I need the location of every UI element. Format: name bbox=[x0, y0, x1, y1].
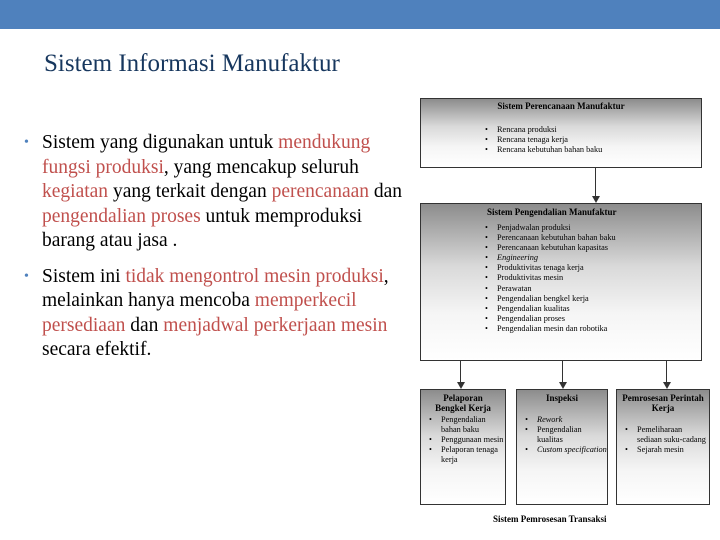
planning-item: • Rencana tenaga kerja bbox=[487, 135, 701, 145]
arrow-line bbox=[666, 361, 667, 384]
bullet-text-segment: dan bbox=[125, 314, 164, 336]
reporting-item: • Pengendalian bahan baku bbox=[431, 415, 505, 435]
manufacturing-diagram bbox=[408, 96, 714, 532]
control-item: • Pengendalian proses bbox=[487, 314, 701, 324]
control-item: • Perencanaan kebutuhan bahan baku bbox=[487, 233, 701, 243]
bullet-text-segment: yang terkait dengan bbox=[108, 181, 272, 202]
bullet-text-segment: untuk memproduksi barang atau jasa . bbox=[42, 205, 363, 251]
inspection-item: • Custom specification bbox=[527, 445, 607, 455]
bullet-text-2 bbox=[42, 266, 389, 361]
arrow-line bbox=[460, 361, 461, 384]
highlight-text: tidak mengontrol mesin produksi bbox=[125, 265, 384, 287]
highlight-text: menjadwal perkerjaan mesin bbox=[163, 314, 388, 336]
bullet-text-segment: , yang mencakup seluruh bbox=[163, 156, 359, 178]
planning-title: Sistem Perencanaan Manufaktur bbox=[497, 101, 625, 111]
control-item: • Pengendalian mesin dan robotika bbox=[487, 324, 701, 334]
arrow-down-icon bbox=[592, 196, 600, 203]
control-item: • Engineering bbox=[487, 253, 701, 263]
bullet-list bbox=[24, 131, 404, 374]
work-orders-list bbox=[617, 425, 709, 455]
bullet-dot-icon: • bbox=[24, 135, 29, 150]
arrow-line bbox=[595, 168, 596, 198]
bullet-text-segment: secara efektif. bbox=[42, 339, 152, 360]
header-bar bbox=[0, 0, 720, 29]
reporting-box bbox=[420, 389, 506, 505]
work-orders-title: Pemrosesan Perintah Kerja bbox=[622, 393, 704, 413]
planning-list bbox=[421, 125, 701, 155]
bullet-text-segment: dan bbox=[369, 181, 403, 202]
highlight-text: perencanaan bbox=[271, 181, 370, 202]
control-item: • Pengendalian bengkel kerja bbox=[487, 294, 701, 304]
control-item: • Perencanaan kebutuhan kapasitas bbox=[487, 243, 701, 253]
bullet-text-segment: , melainkan hanya mencoba bbox=[42, 265, 389, 311]
arrow-down-icon bbox=[663, 382, 671, 389]
bullet-dot-icon: • bbox=[24, 268, 29, 284]
arrow-line bbox=[562, 361, 563, 384]
highlight-text: memperkecil persediaan bbox=[42, 290, 357, 336]
slide-title: Sistem Informasi Manufaktur bbox=[44, 50, 340, 77]
arrow-down-icon bbox=[559, 382, 567, 389]
bullet-text-segment: Sistem yang digunakan untuk bbox=[42, 132, 279, 153]
control-box bbox=[420, 203, 702, 361]
work-orders-item: • Pemeliharaan sediaan suku-cadang bbox=[627, 425, 709, 445]
highlight-text: mendukung fungsi produksi bbox=[42, 132, 371, 178]
inspection-box bbox=[516, 389, 608, 505]
work-orders-item: • Sejarah mesin bbox=[627, 445, 709, 455]
control-item: • Pengendalian kualitas bbox=[487, 304, 701, 314]
control-title: Sistem Pengendalian Manufaktur bbox=[487, 207, 617, 217]
reporting-list bbox=[421, 415, 505, 465]
control-item: • Perawatan bbox=[487, 284, 701, 294]
planning-item: • Rencana kebutuhan bahan baku bbox=[487, 145, 701, 155]
planning-item: • Rencana produksi bbox=[487, 125, 701, 135]
inspection-title: Inspeksi bbox=[545, 393, 579, 403]
bullet-item-1 bbox=[24, 131, 404, 254]
reporting-item: • Pelaporan tenaga kerja bbox=[431, 445, 505, 465]
bullet-text-1 bbox=[42, 132, 402, 251]
inspection-item: • Pengendalian kualitas bbox=[527, 425, 607, 445]
inspection-list bbox=[517, 415, 607, 455]
planning-box bbox=[420, 98, 702, 168]
reporting-item: • Penggunaan mesin bbox=[431, 435, 505, 445]
arrow-down-icon bbox=[457, 382, 465, 389]
inspection-item: • Rework bbox=[527, 415, 607, 425]
bullet-text-segment: Sistem ini bbox=[42, 265, 126, 287]
bullet-item-2 bbox=[24, 265, 404, 363]
highlight-text: kegiatan bbox=[42, 181, 109, 202]
control-list bbox=[421, 223, 701, 334]
control-item: • Produktivitas tenaga kerja bbox=[487, 263, 701, 273]
control-item: • Penjadwalan produksi bbox=[487, 223, 701, 233]
diagram-caption: Sistem Pemrosesan Transaksi bbox=[493, 514, 607, 524]
control-item: • Produktivitas mesin bbox=[487, 273, 701, 283]
highlight-text: pengendalian proses bbox=[42, 205, 201, 227]
reporting-title: Pelaporan Bengkel Kerja bbox=[435, 393, 491, 413]
work-orders-box bbox=[616, 389, 710, 505]
